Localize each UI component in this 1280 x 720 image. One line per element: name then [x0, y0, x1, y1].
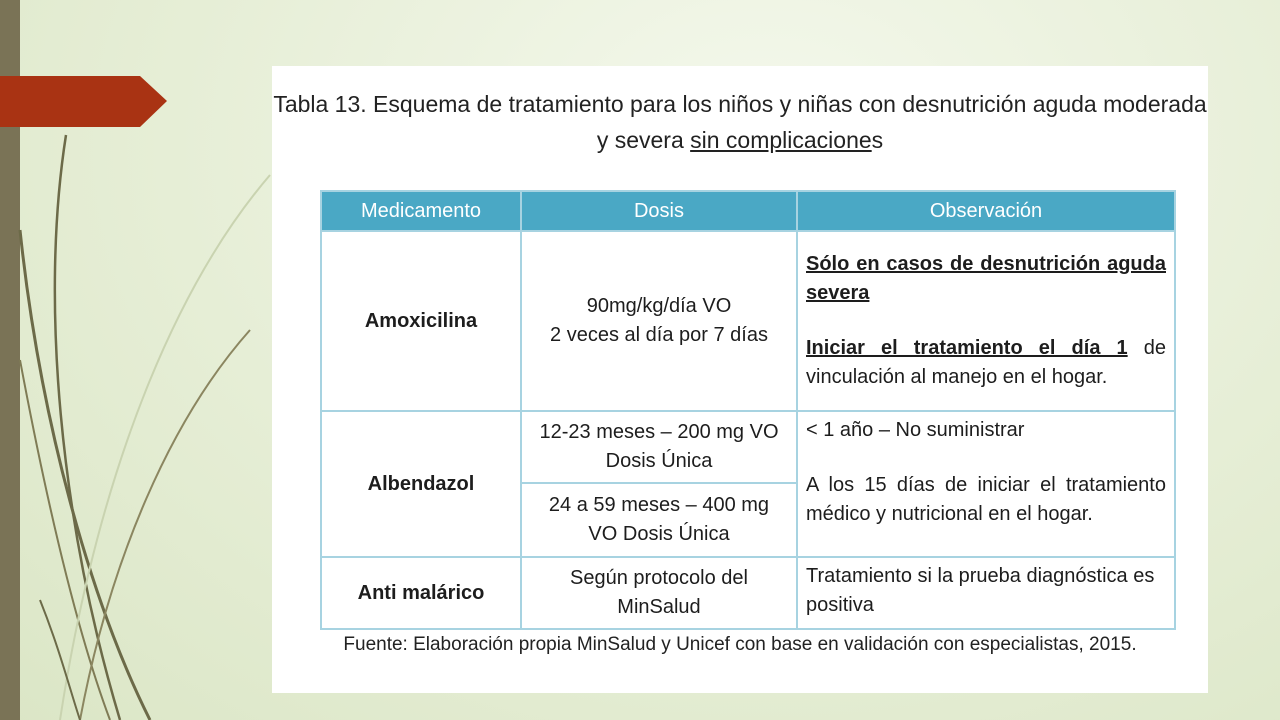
- dose-cell: [521, 231, 797, 411]
- header-dosis: Dosis: [521, 191, 797, 231]
- caption-text-a: y severa: [596, 127, 691, 153]
- observation-rest: de vinculación al manejo en el hogar.: [806, 337, 1166, 388]
- grass-decoration: [0, 0, 300, 720]
- table-row-antimalarico: [321, 557, 1175, 629]
- observation-bold: Sólo en casos de desnutrición aguda severa: [806, 253, 1166, 304]
- dose-line: 24 a 59 meses – 400 mg: [548, 494, 770, 516]
- table-header-row: [321, 191, 1175, 231]
- treatment-table: [320, 190, 1176, 630]
- dose-line: VO Dosis Única: [588, 523, 730, 545]
- observation-bold: Iniciar el tratamiento el día 1: [806, 337, 1128, 359]
- caption-underlined: sin complicacione: [690, 127, 872, 153]
- table-row-albendazol-1: [321, 411, 1175, 483]
- table-caption: [272, 86, 1208, 158]
- observation-cell: [797, 411, 1175, 557]
- observation-cell: [797, 231, 1175, 411]
- dose-line: 12-23 meses – 200 mg VO: [539, 421, 779, 443]
- left-decor-bar: [0, 0, 20, 720]
- source-note: Fuente: Elaboración propia MinSalud y Unicef con base en validación con especialistas, 2015.: [343, 634, 1137, 655]
- dose-cell: [521, 411, 797, 483]
- table-row-amoxicilina: [321, 231, 1175, 411]
- caption-line-1: Tabla 13. Esquema de tratamiento para los niños y niñas con desnutrición aguda moderada: [273, 91, 1207, 117]
- caption-line-2: [272, 122, 1208, 158]
- observation-text: A los 15 días de iniciar el tratamiento médico y nutricional en el hogar.: [806, 474, 1166, 525]
- dose-line: Según protocolo del: [570, 567, 748, 589]
- medicine-name: Albendazol: [321, 411, 521, 557]
- dose-line: Dosis Única: [605, 450, 713, 472]
- caption-text-b: s: [871, 127, 884, 153]
- header-observacion: Observación: [797, 191, 1175, 231]
- arrow-decoration: [0, 0, 170, 720]
- observation-text: < 1 año – No suministrar: [806, 419, 1025, 441]
- dose-cell: [521, 483, 797, 557]
- medicine-name: Anti malárico: [321, 557, 521, 629]
- dose-cell: [521, 557, 797, 629]
- dose-line: 2 veces al día por 7 días: [550, 324, 768, 346]
- table-image: [272, 66, 1208, 693]
- dose-line: MinSalud: [617, 596, 701, 618]
- header-medicamento: Medicamento: [321, 191, 521, 231]
- medicine-name: Amoxicilina: [321, 231, 521, 411]
- observation-text: [806, 334, 1166, 392]
- dose-line: 90mg/kg/día VO: [586, 295, 732, 317]
- observation-cell: Tratamiento si la prueba diagnóstica es positiva: [797, 557, 1175, 629]
